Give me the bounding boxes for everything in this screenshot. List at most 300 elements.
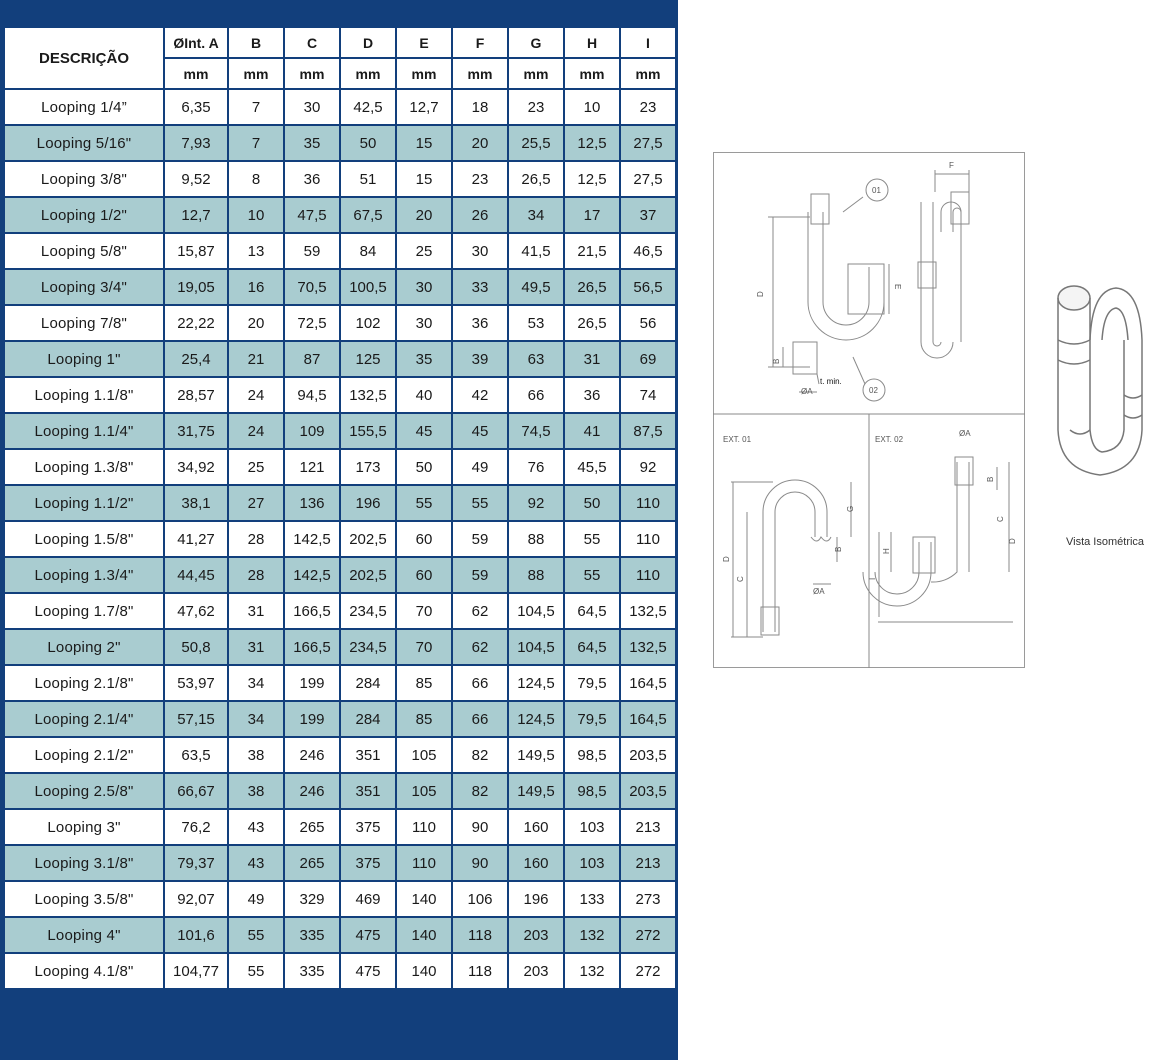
- row-value: 51: [340, 161, 396, 197]
- row-value: 38: [228, 773, 284, 809]
- row-value: 26,5: [564, 305, 620, 341]
- row-value: 88: [508, 557, 564, 593]
- unit-cell: mm: [340, 58, 396, 89]
- table-row: [4, 89, 676, 125]
- row-value: 90: [452, 845, 508, 881]
- row-description: Looping 2.1/2": [4, 737, 164, 773]
- row-value: 110: [620, 485, 676, 521]
- row-value: 132,5: [620, 629, 676, 665]
- row-value: 132: [564, 917, 620, 953]
- isometric-view: [1040, 270, 1160, 560]
- row-value: 28,57: [164, 377, 228, 413]
- dim-label-b: B: [772, 358, 781, 364]
- row-value: 173: [340, 449, 396, 485]
- row-value: 56,5: [620, 269, 676, 305]
- row-value: 40: [396, 377, 452, 413]
- row-value: 62: [452, 593, 508, 629]
- row-value: 46,5: [620, 233, 676, 269]
- row-value: 92: [508, 485, 564, 521]
- row-value: 203: [508, 917, 564, 953]
- row-value: 55: [564, 521, 620, 557]
- row-description: Looping 1.1/2": [4, 485, 164, 521]
- row-description: Looping 1.7/8": [4, 593, 164, 629]
- row-value: 272: [620, 953, 676, 989]
- row-value: 12,5: [564, 125, 620, 161]
- table-row: [4, 413, 676, 449]
- row-value: 38: [228, 737, 284, 773]
- row-value: 246: [284, 773, 340, 809]
- row-value: 6,35: [164, 89, 228, 125]
- dim-label-b-ext02: B: [986, 476, 995, 482]
- row-value: 50: [396, 449, 452, 485]
- row-value: 118: [452, 917, 508, 953]
- row-value: 41,5: [508, 233, 564, 269]
- row-value: 34: [228, 665, 284, 701]
- dim-label-f: F: [949, 161, 954, 170]
- row-value: 55: [564, 557, 620, 593]
- t-min-label: t. min.: [820, 377, 842, 386]
- row-value: 375: [340, 809, 396, 845]
- row-value: 38,1: [164, 485, 228, 521]
- row-value: 160: [508, 845, 564, 881]
- dim-label-a-ext02: ØA: [959, 429, 971, 438]
- row-value: 110: [620, 557, 676, 593]
- row-value: 57,15: [164, 701, 228, 737]
- header-row: [4, 27, 676, 58]
- row-value: 21,5: [564, 233, 620, 269]
- row-value: 16: [228, 269, 284, 305]
- row-value: 17: [564, 197, 620, 233]
- row-value: 27: [228, 485, 284, 521]
- row-value: 88: [508, 521, 564, 557]
- row-value: 20: [396, 197, 452, 233]
- row-value: 149,5: [508, 773, 564, 809]
- row-description: Looping 1.5/8": [4, 521, 164, 557]
- row-value: 106: [452, 881, 508, 917]
- row-description: Looping 1/2": [4, 197, 164, 233]
- unit-cell: mm: [228, 58, 284, 89]
- row-value: 66,67: [164, 773, 228, 809]
- row-value: 47,62: [164, 593, 228, 629]
- unit-cell: mm: [452, 58, 508, 89]
- row-value: 125: [340, 341, 396, 377]
- table-row: [4, 737, 676, 773]
- row-value: 105: [396, 737, 452, 773]
- row-value: 41: [564, 413, 620, 449]
- row-value: 31: [564, 341, 620, 377]
- table-row: [4, 917, 676, 953]
- unit-cell: mm: [564, 58, 620, 89]
- row-value: 59: [452, 521, 508, 557]
- row-value: 30: [396, 305, 452, 341]
- header-col: C: [284, 27, 340, 58]
- row-value: 26,5: [564, 269, 620, 305]
- row-value: 103: [564, 845, 620, 881]
- ext01-view: [731, 480, 851, 637]
- row-value: 98,5: [564, 773, 620, 809]
- row-value: 9,52: [164, 161, 228, 197]
- row-value: 284: [340, 665, 396, 701]
- row-value: 47,5: [284, 197, 340, 233]
- table-row: [4, 701, 676, 737]
- row-value: 31: [228, 593, 284, 629]
- row-value: 103: [564, 809, 620, 845]
- row-value: 92: [620, 449, 676, 485]
- row-value: 329: [284, 881, 340, 917]
- row-description: Looping 1": [4, 341, 164, 377]
- header-descricao: DESCRIÇÃO: [4, 27, 164, 89]
- row-value: 202,5: [340, 521, 396, 557]
- row-value: 39: [452, 341, 508, 377]
- table-row: [4, 305, 676, 341]
- row-value: 7,93: [164, 125, 228, 161]
- row-value: 7: [228, 125, 284, 161]
- dim-label-i-ext02: I: [868, 577, 877, 580]
- row-value: 203: [508, 953, 564, 989]
- header-col: ØInt. A: [164, 27, 228, 58]
- row-value: 42: [452, 377, 508, 413]
- row-value: 475: [340, 953, 396, 989]
- row-value: 27,5: [620, 161, 676, 197]
- row-value: 10: [564, 89, 620, 125]
- row-description: Looping 3.1/8": [4, 845, 164, 881]
- row-value: 59: [452, 557, 508, 593]
- row-value: 118: [452, 953, 508, 989]
- row-value: 104,77: [164, 953, 228, 989]
- unit-cell: mm: [508, 58, 564, 89]
- row-value: 203,5: [620, 773, 676, 809]
- row-value: 24: [228, 413, 284, 449]
- row-value: 124,5: [508, 701, 564, 737]
- row-value: 24: [228, 377, 284, 413]
- header-col: I: [620, 27, 676, 58]
- dimension-table: [3, 26, 677, 990]
- table-row: [4, 953, 676, 989]
- row-value: 202,5: [340, 557, 396, 593]
- row-value: 60: [396, 557, 452, 593]
- row-value: 20: [452, 125, 508, 161]
- row-value: 110: [620, 521, 676, 557]
- row-value: 44,45: [164, 557, 228, 593]
- unit-cell: mm: [284, 58, 340, 89]
- row-value: 199: [284, 701, 340, 737]
- ext02-label: EXT. 02: [875, 435, 904, 444]
- row-value: 100,5: [340, 269, 396, 305]
- row-value: 102: [340, 305, 396, 341]
- table-row: [4, 161, 676, 197]
- header-col: F: [452, 27, 508, 58]
- dim-label-h-ext02: H: [882, 548, 891, 554]
- row-value: 49: [228, 881, 284, 917]
- row-value: 101,6: [164, 917, 228, 953]
- row-value: 63: [508, 341, 564, 377]
- row-value: 23: [620, 89, 676, 125]
- row-value: 199: [284, 665, 340, 701]
- row-value: 55: [228, 953, 284, 989]
- unit-cell: mm: [164, 58, 228, 89]
- row-value: 8: [228, 161, 284, 197]
- row-description: Looping 3": [4, 809, 164, 845]
- row-value: 265: [284, 809, 340, 845]
- row-value: 164,5: [620, 701, 676, 737]
- row-description: Looping 3/4": [4, 269, 164, 305]
- row-value: 142,5: [284, 521, 340, 557]
- row-value: 142,5: [284, 557, 340, 593]
- row-value: 132,5: [340, 377, 396, 413]
- row-value: 375: [340, 845, 396, 881]
- row-value: 28: [228, 557, 284, 593]
- row-value: 166,5: [284, 629, 340, 665]
- dim-label-d-ext02: D: [1008, 538, 1017, 544]
- isometric-view-label: Vista Isométrica: [1066, 536, 1145, 548]
- row-description: Looping 5/16": [4, 125, 164, 161]
- dim-label-g: G: [846, 505, 855, 512]
- row-value: 140: [396, 917, 452, 953]
- table-row: [4, 845, 676, 881]
- row-value: 26,5: [508, 161, 564, 197]
- header-col: H: [564, 27, 620, 58]
- row-value: 42,5: [340, 89, 396, 125]
- row-value: 213: [620, 809, 676, 845]
- row-value: 12,7: [396, 89, 452, 125]
- row-description: Looping 4": [4, 917, 164, 953]
- side-view: [918, 170, 969, 358]
- row-value: 79,37: [164, 845, 228, 881]
- row-value: 55: [228, 917, 284, 953]
- row-value: 76,2: [164, 809, 228, 845]
- row-value: 66: [452, 701, 508, 737]
- row-value: 23: [452, 161, 508, 197]
- row-value: 136: [284, 485, 340, 521]
- row-value: 28: [228, 521, 284, 557]
- row-value: 63,5: [164, 737, 228, 773]
- table-row: [4, 269, 676, 305]
- row-value: 234,5: [340, 629, 396, 665]
- row-value: 23: [508, 89, 564, 125]
- row-value: 87,5: [620, 413, 676, 449]
- row-value: 45: [396, 413, 452, 449]
- row-description: Looping 2": [4, 629, 164, 665]
- row-value: 85: [396, 701, 452, 737]
- row-value: 55: [396, 485, 452, 521]
- header-col: G: [508, 27, 564, 58]
- row-value: 18: [452, 89, 508, 125]
- row-value: 25: [228, 449, 284, 485]
- row-value: 49: [452, 449, 508, 485]
- row-value: 59: [284, 233, 340, 269]
- row-value: 53: [508, 305, 564, 341]
- row-value: 132: [564, 953, 620, 989]
- row-value: 66: [508, 377, 564, 413]
- row-description: Looping 7/8": [4, 305, 164, 341]
- callout-01: 01: [872, 186, 881, 195]
- row-value: 335: [284, 917, 340, 953]
- row-value: 84: [340, 233, 396, 269]
- row-value: 133: [564, 881, 620, 917]
- table-row: [4, 629, 676, 665]
- row-value: 475: [340, 917, 396, 953]
- row-value: 30: [284, 89, 340, 125]
- row-value: 36: [452, 305, 508, 341]
- row-value: 234,5: [340, 593, 396, 629]
- table-bottom-bar: [0, 1030, 678, 1060]
- row-value: 64,5: [564, 593, 620, 629]
- row-value: 50,8: [164, 629, 228, 665]
- row-value: 72,5: [284, 305, 340, 341]
- row-description: Looping 2.5/8": [4, 773, 164, 809]
- row-value: 82: [452, 737, 508, 773]
- row-value: 55: [452, 485, 508, 521]
- row-value: 213: [620, 845, 676, 881]
- row-value: 85: [396, 665, 452, 701]
- row-value: 67,5: [340, 197, 396, 233]
- header-col: E: [396, 27, 452, 58]
- row-value: 62: [452, 629, 508, 665]
- table-row: [4, 521, 676, 557]
- row-value: 469: [340, 881, 396, 917]
- row-value: 149,5: [508, 737, 564, 773]
- row-value: 140: [396, 881, 452, 917]
- row-value: 36: [284, 161, 340, 197]
- row-value: 87: [284, 341, 340, 377]
- unit-cell: mm: [620, 58, 676, 89]
- dim-label-a: ØA: [801, 387, 813, 396]
- row-value: 70: [396, 629, 452, 665]
- dim-label-c-ext02: C: [996, 516, 1005, 522]
- row-value: 140: [396, 953, 452, 989]
- row-description: Looping 4.1/8": [4, 953, 164, 989]
- row-value: 50: [340, 125, 396, 161]
- row-value: 34,92: [164, 449, 228, 485]
- row-value: 203,5: [620, 737, 676, 773]
- row-value: 110: [396, 845, 452, 881]
- row-value: 265: [284, 845, 340, 881]
- row-value: 26: [452, 197, 508, 233]
- row-value: 37: [620, 197, 676, 233]
- row-value: 196: [340, 485, 396, 521]
- row-value: 10: [228, 197, 284, 233]
- row-value: 45,5: [564, 449, 620, 485]
- row-value: 19,05: [164, 269, 228, 305]
- row-value: 70,5: [284, 269, 340, 305]
- dim-label-d: D: [756, 291, 765, 297]
- row-value: 104,5: [508, 593, 564, 629]
- row-value: 12,5: [564, 161, 620, 197]
- row-value: 25,5: [508, 125, 564, 161]
- row-value: 15: [396, 161, 452, 197]
- row-description: Looping 1.1/8": [4, 377, 164, 413]
- row-value: 20: [228, 305, 284, 341]
- row-value: 21: [228, 341, 284, 377]
- dim-label-b-ext01: B: [834, 546, 843, 552]
- row-value: 30: [452, 233, 508, 269]
- row-value: 351: [340, 773, 396, 809]
- unit-cell: mm: [396, 58, 452, 89]
- row-description: Looping 2.1/4": [4, 701, 164, 737]
- row-value: 31: [228, 629, 284, 665]
- table-row: [4, 881, 676, 917]
- row-description: Looping 2.1/8": [4, 665, 164, 701]
- row-value: 41,27: [164, 521, 228, 557]
- row-value: 105: [396, 773, 452, 809]
- dim-label-c-ext01: C: [736, 576, 745, 582]
- row-value: 98,5: [564, 737, 620, 773]
- table-row: [4, 233, 676, 269]
- front-view: [768, 179, 889, 401]
- row-value: 90: [452, 809, 508, 845]
- row-value: 35: [396, 341, 452, 377]
- row-value: 74: [620, 377, 676, 413]
- row-value: 79,5: [564, 701, 620, 737]
- table-row: [4, 197, 676, 233]
- row-value: 121: [284, 449, 340, 485]
- row-description: Looping 1.3/4": [4, 557, 164, 593]
- row-value: 34: [508, 197, 564, 233]
- table-top-bar: [0, 0, 678, 26]
- row-value: 60: [396, 521, 452, 557]
- row-value: 15: [396, 125, 452, 161]
- table-row: [4, 341, 676, 377]
- row-value: 22,22: [164, 305, 228, 341]
- row-description: Looping 1.3/8": [4, 449, 164, 485]
- row-value: 272: [620, 917, 676, 953]
- row-value: 94,5: [284, 377, 340, 413]
- ext01-label: EXT. 01: [723, 435, 752, 444]
- row-value: 43: [228, 845, 284, 881]
- row-description: Looping 5/8": [4, 233, 164, 269]
- table-row: [4, 773, 676, 809]
- row-value: 284: [340, 701, 396, 737]
- header-col: B: [228, 27, 284, 58]
- row-value: 49,5: [508, 269, 564, 305]
- dim-label-d-ext01: D: [722, 556, 731, 562]
- row-value: 31,75: [164, 413, 228, 449]
- row-value: 64,5: [564, 629, 620, 665]
- row-value: 70: [396, 593, 452, 629]
- row-value: 66: [452, 665, 508, 701]
- table-row: [4, 809, 676, 845]
- row-value: 82: [452, 773, 508, 809]
- dim-label-a-ext01: ØA: [813, 587, 825, 596]
- row-value: 74,5: [508, 413, 564, 449]
- row-value: 246: [284, 737, 340, 773]
- header-col: D: [340, 27, 396, 58]
- row-value: 33: [452, 269, 508, 305]
- row-value: 7: [228, 89, 284, 125]
- row-value: 104,5: [508, 629, 564, 665]
- row-value: 79,5: [564, 665, 620, 701]
- technical-drawing: [713, 152, 1025, 668]
- table-row: [4, 665, 676, 701]
- row-value: 155,5: [340, 413, 396, 449]
- row-value: 109: [284, 413, 340, 449]
- row-description: Looping 1.1/4": [4, 413, 164, 449]
- row-value: 160: [508, 809, 564, 845]
- row-value: 45: [452, 413, 508, 449]
- row-value: 76: [508, 449, 564, 485]
- row-value: 35: [284, 125, 340, 161]
- row-value: 351: [340, 737, 396, 773]
- callout-02: 02: [869, 386, 878, 395]
- row-value: 25: [396, 233, 452, 269]
- row-value: 53,97: [164, 665, 228, 701]
- row-value: 92,07: [164, 881, 228, 917]
- row-value: 25,4: [164, 341, 228, 377]
- row-description: Looping 1/4”: [4, 89, 164, 125]
- row-value: 166,5: [284, 593, 340, 629]
- row-value: 196: [508, 881, 564, 917]
- table-row: [4, 449, 676, 485]
